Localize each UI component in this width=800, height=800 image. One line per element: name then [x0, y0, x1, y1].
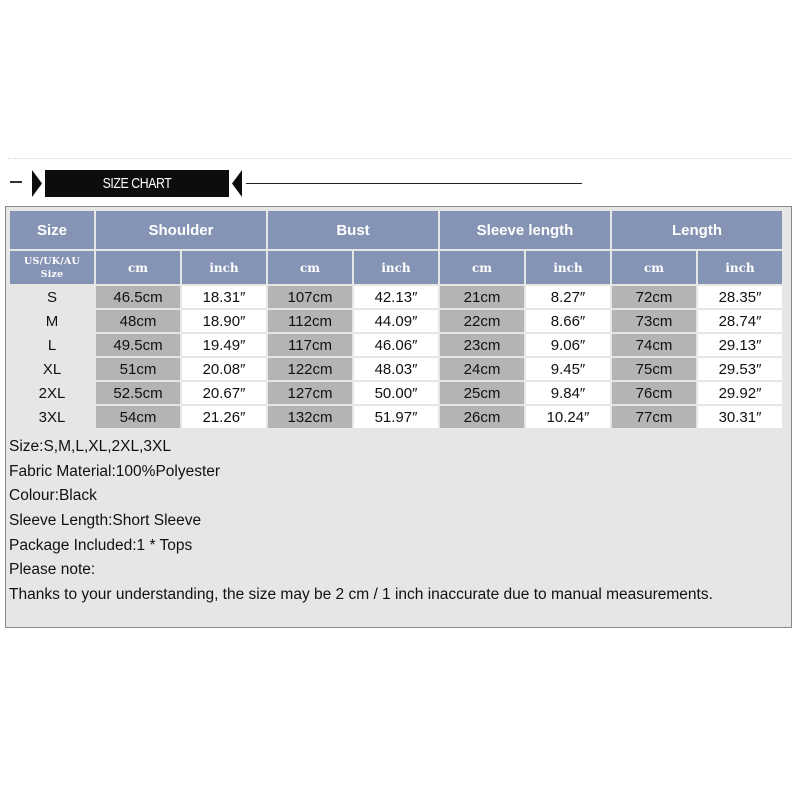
col-header-size: Size: [10, 211, 94, 249]
region-label-line1: US/UK/AU: [24, 255, 80, 267]
size-cell: L: [10, 334, 94, 356]
cm-cell: 25cm: [440, 382, 524, 404]
col-header-shoulder: Shoulder: [96, 211, 266, 249]
inch-cell: 50.00″: [354, 382, 438, 404]
table-row: [10, 406, 782, 428]
note-colour: Colour:Black: [9, 487, 97, 505]
cm-cell: 46.5cm: [96, 286, 180, 308]
table-unit-row: [10, 251, 782, 284]
note-sleeve: Sleeve Length:Short Sleeve: [9, 512, 202, 530]
table-row: [10, 334, 782, 356]
inch-cell: 46.06″: [354, 334, 438, 356]
table-row: [10, 286, 782, 308]
note-sizes: Size:S,M,L,XL,2XL,3XL: [9, 438, 171, 455]
dotted-guide-line: [8, 158, 792, 159]
cm-cell: 74cm: [612, 334, 696, 356]
unit-inch: inch: [698, 251, 782, 284]
inch-cell: 19.49″: [182, 334, 266, 356]
cm-cell: 77cm: [612, 406, 696, 428]
size-cell: M: [10, 310, 94, 332]
size-cell: S: [10, 286, 94, 308]
inch-cell: 30.31″: [698, 406, 782, 428]
inch-cell: 10.24″: [526, 406, 610, 428]
col-header-bust: Bust: [268, 211, 438, 249]
product-notes: [9, 435, 713, 608]
cm-cell: 132cm: [268, 406, 352, 428]
inch-cell: 51.97″: [354, 406, 438, 428]
note-please-note: Please note:: [9, 561, 96, 579]
size-cell: 2XL: [10, 382, 94, 404]
unit-cm: cm: [440, 251, 524, 284]
inch-cell: 8.27″: [526, 286, 610, 308]
unit-inch: inch: [182, 251, 266, 284]
cm-cell: 23cm: [440, 334, 524, 356]
banner-title: SIZE CHART: [102, 175, 172, 192]
inch-cell: 28.74″: [698, 310, 782, 332]
cm-cell: 122cm: [268, 358, 352, 380]
inch-cell: 9.84″: [526, 382, 610, 404]
inch-cell: 42.13″: [354, 286, 438, 308]
size-cell: 3XL: [10, 406, 94, 428]
inch-cell: 29.13″: [698, 334, 782, 356]
cm-cell: 117cm: [268, 334, 352, 356]
inch-cell: 28.35″: [698, 286, 782, 308]
unit-cm: cm: [268, 251, 352, 284]
inch-cell: 48.03″: [354, 358, 438, 380]
inch-cell: 29.92″: [698, 382, 782, 404]
inch-cell: 20.08″: [182, 358, 266, 380]
cm-cell: 49.5cm: [96, 334, 180, 356]
table-row: [10, 310, 782, 332]
cm-cell: 127cm: [268, 382, 352, 404]
cm-cell: 54cm: [96, 406, 180, 428]
cm-cell: 26cm: [440, 406, 524, 428]
note-fabric: Fabric Material:100%Polyester: [9, 462, 221, 480]
inch-cell: 21.26″: [182, 406, 266, 428]
unit-cm: cm: [612, 251, 696, 284]
size-table: [8, 209, 784, 430]
note-package: Package Included:1 * Tops: [9, 536, 193, 554]
cm-cell: 76cm: [612, 382, 696, 404]
table-row: [10, 382, 782, 404]
cm-cell: 75cm: [612, 358, 696, 380]
cm-cell: 107cm: [268, 286, 352, 308]
inch-cell: 18.90″: [182, 310, 266, 332]
note-accuracy: Thanks to your understanding, the size may be 2 cm / 1 inch inaccurate due to manual measurements.: [9, 586, 713, 604]
unit-inch: inch: [354, 251, 438, 284]
banner-rule: [246, 183, 582, 184]
cm-cell: 21cm: [440, 286, 524, 308]
unit-cm: cm: [96, 251, 180, 284]
cm-cell: 22cm: [440, 310, 524, 332]
size-chart-banner: [32, 170, 242, 197]
cm-cell: 72cm: [612, 286, 696, 308]
col-header-sleeve-length: Sleeve length: [440, 211, 610, 249]
region-size-label: [10, 251, 94, 284]
cm-cell: 73cm: [612, 310, 696, 332]
inch-cell: 29.53″: [698, 358, 782, 380]
unit-inch: inch: [526, 251, 610, 284]
inch-cell: 18.31″: [182, 286, 266, 308]
cm-cell: 52.5cm: [96, 382, 180, 404]
banner-dash: [10, 181, 22, 183]
size-cell: XL: [10, 358, 94, 380]
cm-cell: 112cm: [268, 310, 352, 332]
cm-cell: 24cm: [440, 358, 524, 380]
inch-cell: 9.45″: [526, 358, 610, 380]
cm-cell: 48cm: [96, 310, 180, 332]
table-header-row: [10, 211, 782, 249]
table-row: [10, 358, 782, 380]
region-label-line2: Size: [40, 268, 64, 280]
cm-cell: 51cm: [96, 358, 180, 380]
col-header-length: Length: [612, 211, 782, 249]
inch-cell: 20.67″: [182, 382, 266, 404]
size-chart-panel: [5, 206, 792, 628]
inch-cell: 9.06″: [526, 334, 610, 356]
inch-cell: 8.66″: [526, 310, 610, 332]
inch-cell: 44.09″: [354, 310, 438, 332]
